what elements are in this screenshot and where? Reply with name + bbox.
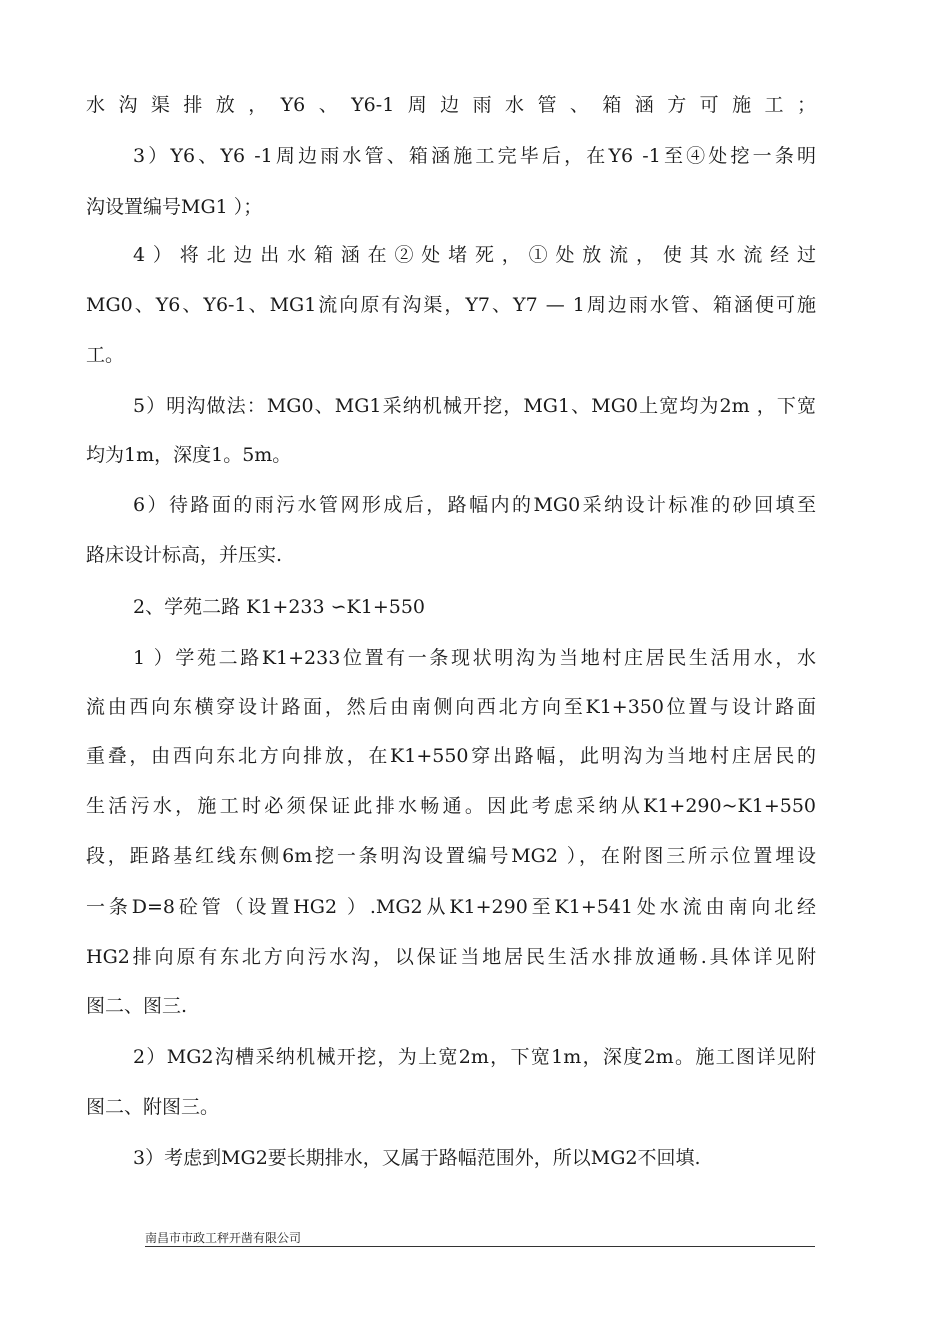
paragraph-line-15: 生活污水，施工时必须保证此排水畅通。因此考虑采纳从K1+290~K1+550 — [86, 795, 816, 817]
paragraph-line-22: 3）考虑到MG2要长期排水，又属于路幅范围外，所以MG2不回填. — [133, 1147, 701, 1169]
paragraph-line-5: MG0、Y6、Y6-1、MG1流向原有沟渠，Y7、Y7 — 1周边雨水管、箱涵便可施 — [86, 294, 816, 316]
paragraph-line-20: 2）MG2沟槽采纳机械开挖，为上宽2m，下宽1m，深度2m。施工图详见附 — [133, 1046, 816, 1068]
paragraph-line-10: 路床设计标高，并压实. — [86, 544, 283, 566]
paragraph-line-9: 6）待路面的雨污水管网形成后，路幅内的MG0采纳设计标准的砂回填至 — [133, 494, 816, 516]
paragraph-line-21: 图二、附图三。 — [86, 1096, 220, 1118]
paragraph-line-2: 3）Y6、Y6 -1周边雨水管、箱涵施工完毕后，在Y6 -1至④处挖一条明 — [133, 145, 816, 167]
paragraph-line-17: 一条D=8砼管（设置HG2 ）.MG2从K1+290至K1+541处水流由南向北经 — [86, 896, 816, 918]
paragraph-line-8: 均为1m，深度1。5m。 — [86, 444, 292, 466]
footer-divider — [145, 1246, 815, 1247]
paragraph-line-7: 5）明沟做法：MG0、MG1采纳机械开挖，MG1、MG0上宽均为2m ，下宽 — [133, 395, 816, 417]
paragraph-line-1: 水沟渠排放，Y6、Y6-1周边雨水管、箱涵方可施工； — [86, 94, 816, 116]
section-heading: 2、学苑二路 K1+233 ∽K1+550 — [133, 596, 426, 618]
paragraph-line-16: 段，距路基红线东侧6m挖一条明沟设置编号MG2 ），在附图三所示位置埋设 — [86, 845, 816, 867]
paragraph-line-13: 流由西向东横穿设计路面，然后由南侧向西北方向至K1+350位置与设计路面 — [86, 696, 816, 718]
paragraph-line-18: HG2排向原有东北方向污水沟，以保证当地居民生活水排放通畅.具体详见附 — [86, 946, 816, 968]
paragraph-line-6: 工。 — [86, 344, 125, 366]
footer-company-name: 南昌市市政工秤开凿有限公司 — [145, 1231, 302, 1245]
paragraph-line-19: 图二、图三. — [86, 995, 188, 1017]
paragraph-line-12: 1 ）学苑二路K1+233位置有一条现状明沟为当地村庄居民生活用水，水 — [133, 647, 816, 669]
paragraph-line-4: 4）将北边出水箱涵在②处堵死，①处放流，使其水流经过 — [133, 244, 816, 266]
paragraph-line-3: 沟设置编号MG1 ）； — [86, 196, 263, 218]
paragraph-line-14: 重叠，由西向东北方向排放，在K1+550穿出路幅，此明沟为当地村庄居民的 — [86, 745, 816, 767]
